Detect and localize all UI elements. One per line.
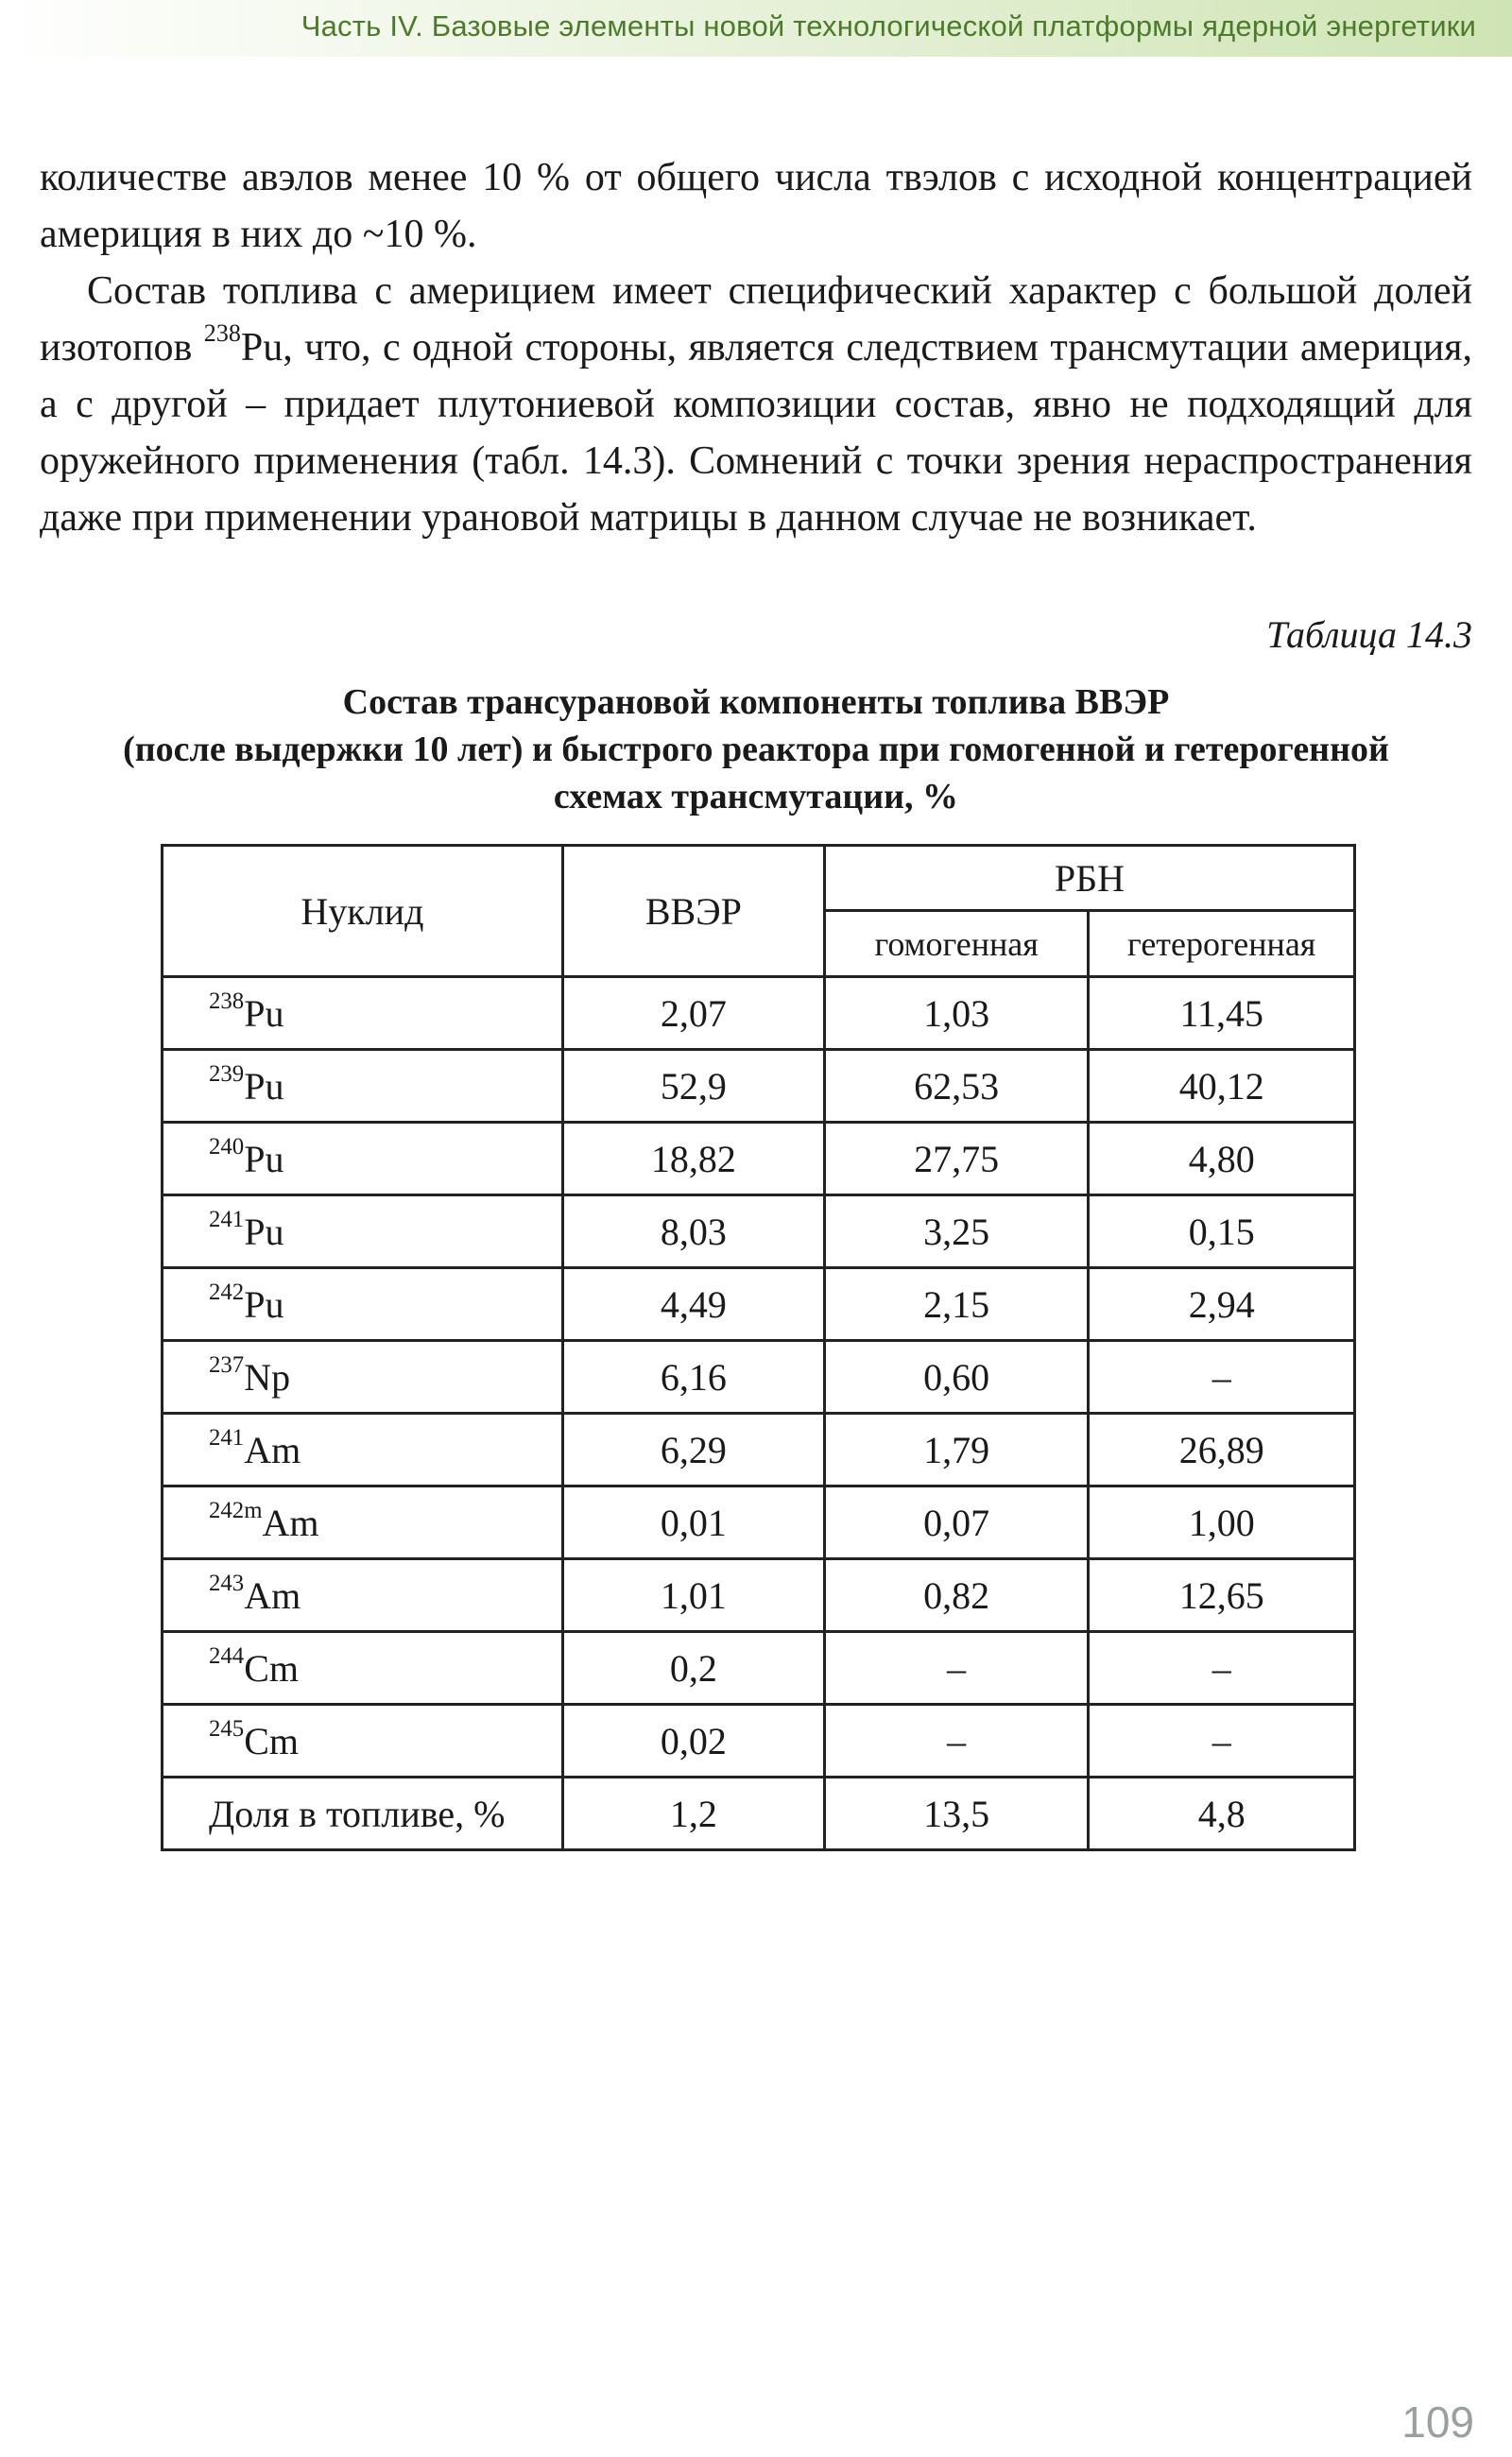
heterogeneous-value: 2,94 bbox=[1089, 1268, 1355, 1341]
nuclide-cell bbox=[163, 1195, 563, 1268]
nuclide-cell bbox=[163, 1705, 563, 1778]
table-row bbox=[163, 1195, 1355, 1268]
homogeneous-value: 2,15 bbox=[824, 1268, 1088, 1341]
paragraph-text-part: Pu, что, с одной стороны, является следствием трансмутации америция, а с другой – придает плутониевой композиции состав, явно не подходящий для оружейного применения (табл. 14.3). Сомнений с точки зрения нераспространения даже при применении урановой матрицы в данном случае не возникает. bbox=[40, 326, 1472, 540]
table-row bbox=[163, 1559, 1355, 1632]
nuclide-cell bbox=[163, 1632, 563, 1705]
nuclide-mass-number: 240 bbox=[209, 1133, 245, 1160]
homogeneous-value: 27,75 bbox=[824, 1123, 1088, 1195]
nuclide-mass-number: 241 bbox=[209, 1424, 245, 1451]
table-row bbox=[163, 1632, 1355, 1705]
heterogeneous-value: 40,12 bbox=[1089, 1050, 1355, 1123]
nuclide-mass-number: 237 bbox=[209, 1351, 245, 1378]
vver-value: 0,2 bbox=[562, 1632, 824, 1705]
heterogeneous-value: 26,89 bbox=[1089, 1414, 1355, 1486]
vver-value: 6,16 bbox=[562, 1341, 824, 1414]
homogeneous-value: 0,82 bbox=[824, 1559, 1088, 1632]
vver-value: 52,9 bbox=[562, 1050, 824, 1123]
vver-value: 6,29 bbox=[562, 1414, 824, 1486]
table-title-line: (после выдержки 10 лет) и быстрого реактора при гомогенной и гетерогенной bbox=[123, 730, 1389, 769]
homogeneous-value: 3,25 bbox=[824, 1195, 1088, 1268]
table-row bbox=[163, 1268, 1355, 1341]
table-row bbox=[163, 1050, 1355, 1123]
heterogeneous-value: – bbox=[1089, 1341, 1355, 1414]
vver-value: 2,07 bbox=[562, 977, 824, 1050]
nuclide-element: Cm bbox=[244, 1646, 299, 1690]
transuranic-composition-table bbox=[161, 844, 1356, 1851]
table-title-line: схемах трансмутации, % bbox=[553, 777, 959, 816]
nuclide-mass-number: 242 bbox=[209, 1279, 245, 1305]
homogeneous-value: 1,03 bbox=[824, 977, 1088, 1050]
nuclide-cell bbox=[163, 1414, 563, 1486]
heterogeneous-value: 1,00 bbox=[1089, 1486, 1355, 1559]
heterogeneous-value: 4,80 bbox=[1089, 1123, 1355, 1195]
homogeneous-value: 0,07 bbox=[824, 1486, 1088, 1559]
heterogeneous-value: 0,15 bbox=[1089, 1195, 1355, 1268]
table-title bbox=[40, 679, 1472, 820]
paragraph-text-part: Состав топлива с америцием имеет специфический характер с большой долей изотопов bbox=[40, 269, 1472, 369]
nuclide-element: Am bbox=[244, 1428, 301, 1471]
nuclide-element: Am bbox=[262, 1501, 319, 1544]
heterogeneous-value: 12,65 bbox=[1089, 1559, 1355, 1632]
nuclide-cell bbox=[163, 977, 563, 1050]
table-row bbox=[163, 1705, 1355, 1778]
table-label: Таблица 14.3 bbox=[1266, 613, 1472, 656]
nuclide-element: Pu bbox=[244, 1137, 284, 1180]
nuclide-cell bbox=[163, 1050, 563, 1123]
running-header bbox=[0, 0, 1512, 57]
vver-value: 1,01 bbox=[562, 1559, 824, 1632]
vver-value: 8,03 bbox=[562, 1195, 824, 1268]
table-row bbox=[163, 1341, 1355, 1414]
page-number: 109 bbox=[1401, 2397, 1474, 2447]
total-vver: 1,2 bbox=[562, 1778, 824, 1850]
homogeneous-value: – bbox=[824, 1632, 1088, 1705]
homogeneous-value: 62,53 bbox=[824, 1050, 1088, 1123]
total-heterogeneous: 4,8 bbox=[1089, 1778, 1355, 1850]
header-vver: ВВЭР bbox=[562, 846, 824, 977]
heterogeneous-value: – bbox=[1089, 1632, 1355, 1705]
nuclide-mass-number: 242m bbox=[209, 1497, 263, 1523]
nuclide-element: Am bbox=[244, 1573, 301, 1617]
header-homogeneous: гомогенная bbox=[824, 911, 1088, 977]
homogeneous-value: 0,60 bbox=[824, 1341, 1088, 1414]
vver-value: 0,01 bbox=[562, 1486, 824, 1559]
nuclide-mass-number: 245 bbox=[209, 1715, 245, 1742]
paragraph-fuel-composition bbox=[40, 263, 1472, 546]
nuclide-mass-number: 243 bbox=[209, 1570, 245, 1596]
table-row bbox=[163, 1123, 1355, 1195]
nuclide-cell bbox=[163, 1341, 563, 1414]
nuclide-element: Pu bbox=[244, 991, 284, 1035]
heterogeneous-value: – bbox=[1089, 1705, 1355, 1778]
homogeneous-value: 1,79 bbox=[824, 1414, 1088, 1486]
table-body bbox=[163, 977, 1355, 1850]
nuclide-element: Cm bbox=[244, 1719, 299, 1762]
nuclide-element: Pu bbox=[244, 1210, 284, 1253]
vver-value: 18,82 bbox=[562, 1123, 824, 1195]
nuclide-mass-number: 241 bbox=[209, 1206, 245, 1232]
header-heterogeneous: гетерогенная bbox=[1089, 911, 1355, 977]
nuclide-element: Pu bbox=[244, 1282, 284, 1326]
nuclide-element: Pu bbox=[244, 1064, 284, 1108]
nuclide-mass-number: 239 bbox=[209, 1060, 245, 1087]
total-label: Доля в топливе, % bbox=[163, 1778, 563, 1850]
vver-value: 4,49 bbox=[562, 1268, 824, 1341]
total-homogeneous: 13,5 bbox=[824, 1778, 1088, 1850]
paragraph-continuation: количестве авэлов менее 10 % от общего числа твэлов с исходной концентрацией америция в них до ~10 %. bbox=[40, 156, 1472, 256]
header-rbn: РБН bbox=[824, 846, 1354, 911]
heterogeneous-value: 11,45 bbox=[1089, 977, 1355, 1050]
table-row bbox=[163, 977, 1355, 1050]
table-row-total bbox=[163, 1778, 1355, 1850]
nuclide-mass-number: 238 bbox=[209, 988, 245, 1014]
nuclide-cell bbox=[163, 1123, 563, 1195]
nuclide-cell bbox=[163, 1486, 563, 1559]
nuclide-cell bbox=[163, 1559, 563, 1632]
table-row bbox=[163, 1414, 1355, 1486]
isotope-mass-number: 238 bbox=[203, 319, 241, 348]
running-title: Часть IV. Базовые элементы новой технологической платформы ядерной энергетики bbox=[301, 9, 1476, 43]
vver-value: 0,02 bbox=[562, 1705, 824, 1778]
nuclide-mass-number: 244 bbox=[209, 1642, 245, 1669]
header-nuclide: Нуклид bbox=[163, 846, 563, 977]
nuclide-cell bbox=[163, 1268, 563, 1341]
homogeneous-value: – bbox=[824, 1705, 1088, 1778]
table-title-line: Состав трансурановой компоненты топлива ВВЭР bbox=[342, 682, 1170, 722]
table-row bbox=[163, 1486, 1355, 1559]
nuclide-element: Np bbox=[244, 1355, 291, 1399]
